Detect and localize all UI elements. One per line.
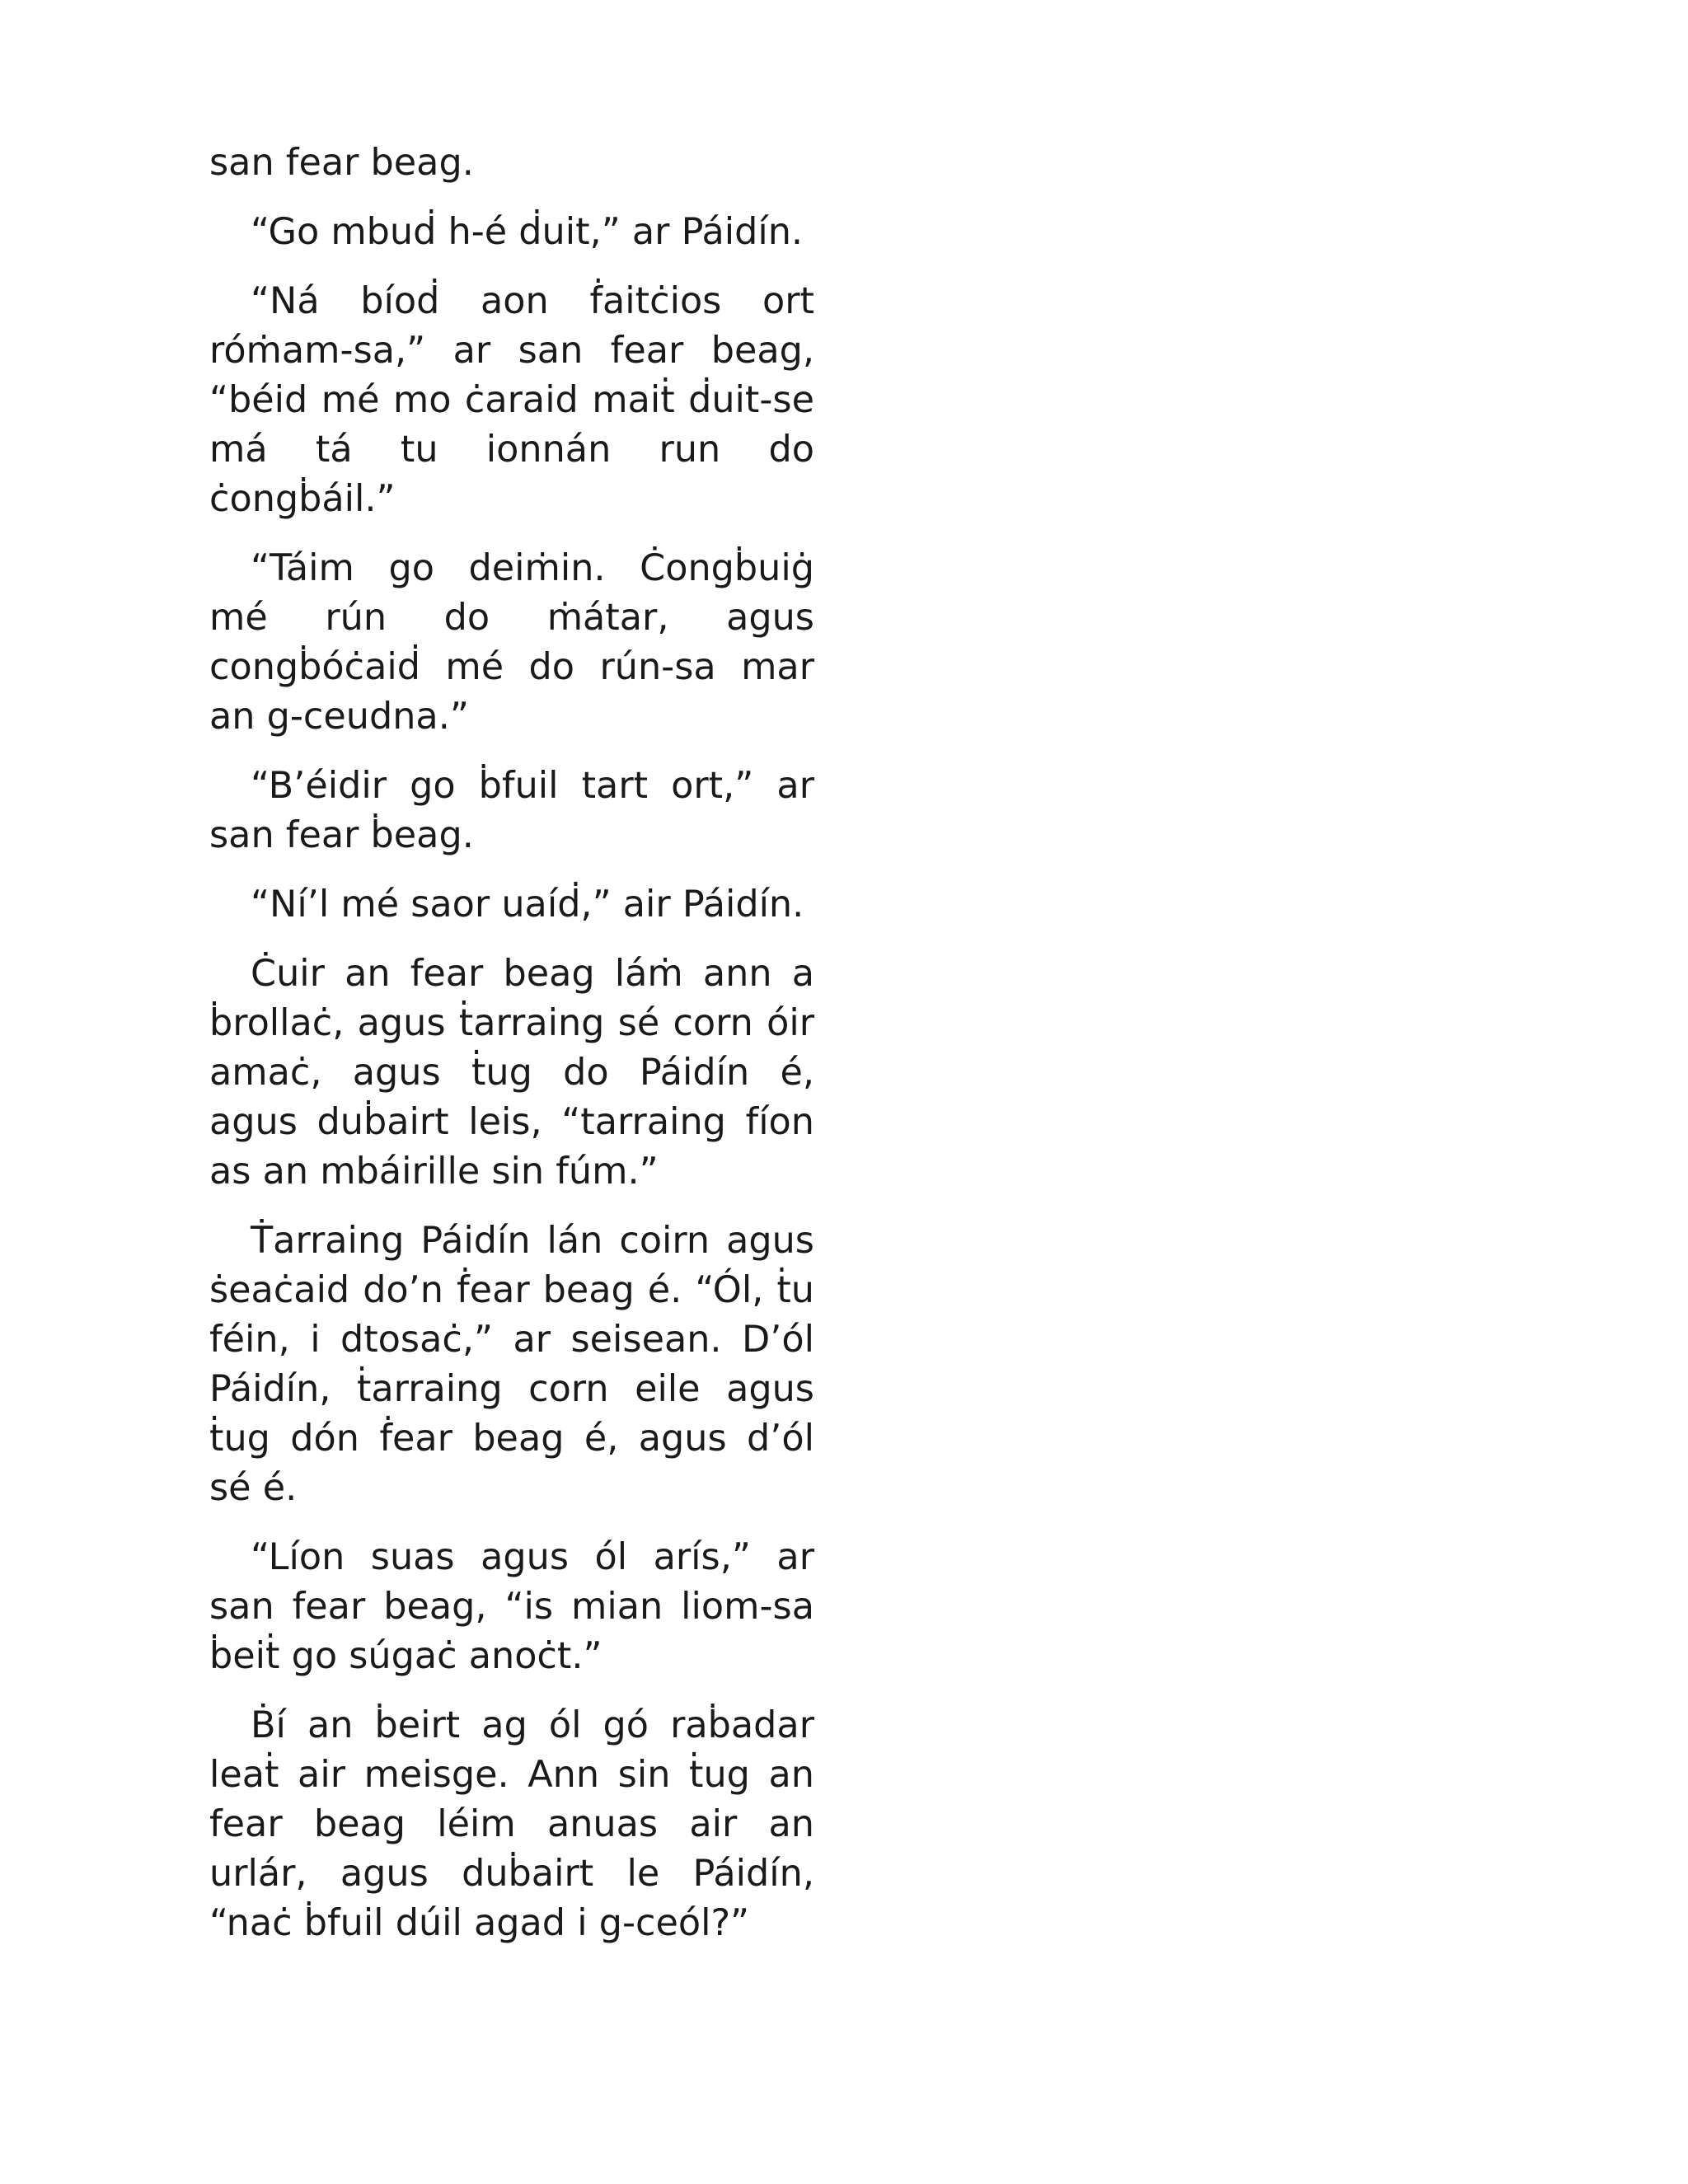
paragraph-5: “B’éidir go ḃfuil tart ort,” ar san fear ḃeag. bbox=[209, 765, 814, 856]
paragraph-1: san fear beag. bbox=[209, 142, 474, 184]
paragraph-9: “Líon suas agus ól arís,” ar san fear beag, “is mian liom-sa ḃeiṫ go súgaċ anoċt.” bbox=[209, 1536, 814, 1677]
paragraph-8: Ṫarraing Páidín lán coirn agus ṡeaċaid do’n ḟear beag é. “Ól, ṫu féin, i dtosaċ,” ar seisean. D’ól Páidín, ṫarraing corn eile agus ṫug dón ḟear beag é, agus d’ól sé é. bbox=[209, 1220, 814, 1509]
paragraph-7: Ċuir an fear beag láṁ ann a ḃrollaċ, agus ṫarraing sé corn óir amaċ, agus ṫug do Páidín é, agus duḃairt leis, “tarraing fíon as an mbáirille sin fúm.” bbox=[209, 953, 814, 1193]
paragraph-10: Ḃí an ḃeirt ag ól gó raḃadar leaṫ air meisge. Ann sin ṫug an fear beag léim anuas air an urlár, agus duḃairt le Páidín, “naċ ḃfuil dúil agad i g-ceól?” bbox=[209, 1704, 814, 1944]
paragraph-6: “Ní’l mé saor uaíḋ,” air Páidín. bbox=[251, 883, 804, 926]
text-column bbox=[209, 142, 814, 1977]
paragraph-3: “Ná bíoḋ aon ḟaitċios ort róṁam-sa,” ar san fear beag, “béid mé mo ċaraid maiṫ ḋuit-se má tá tu ionnán run do ċongḃáil.” bbox=[209, 280, 814, 520]
text-flow bbox=[209, 138, 814, 1948]
paragraph-4: “Táim go deiṁin. Ċongḃuiġ mé rún do ṁátar, agus congḃóċaiḋ mé do rún-sa mar an g-ceudna.” bbox=[209, 547, 814, 738]
paragraph-2: “Go mbuḋ h-é ḋuit,” ar Páidín. bbox=[251, 211, 804, 253]
